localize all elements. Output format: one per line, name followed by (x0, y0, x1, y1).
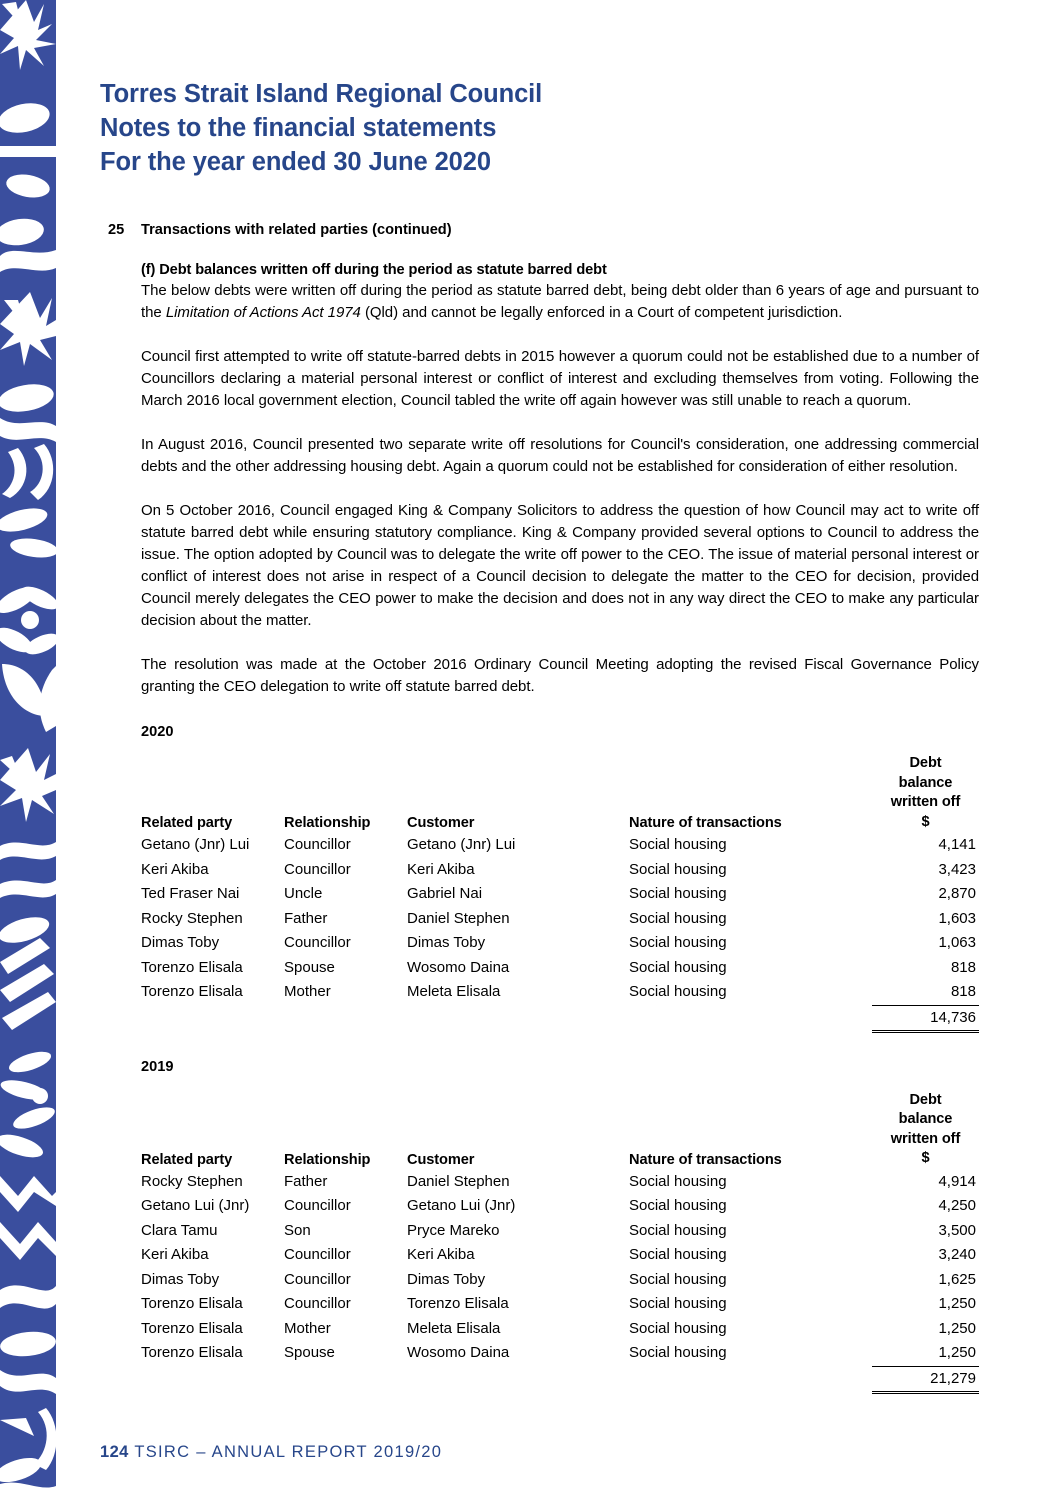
note-heading (108, 222, 980, 238)
cell-nature: Social housing (629, 836, 727, 854)
cell-customer: Keri Akiba (407, 860, 475, 878)
cell-customer: Torenzo Elisala (407, 1295, 509, 1313)
cell-relationship: Councillor (284, 1295, 351, 1313)
column-header-amount-line-2: balance (898, 774, 953, 791)
cell-nature: Social housing (629, 934, 727, 952)
cell-amount: 1,250 (938, 1344, 976, 1362)
cell-nature: Social housing (629, 1344, 727, 1362)
cell-amount: 1,250 (938, 1295, 976, 1313)
total-amount-2019: 21,279 (872, 1366, 979, 1393)
cell-nature: Social housing (629, 958, 727, 976)
table-body-2019 (141, 1170, 979, 1393)
cell-related-party: Keri Akiba (141, 1246, 209, 1264)
cell-customer: Dimas Toby (407, 1270, 486, 1288)
cell-related-party: Ted Fraser Nai (141, 885, 240, 903)
cell-relationship: Mother (284, 983, 331, 1001)
table-row (141, 907, 979, 932)
page-title-line-2: Notes to the financial statements (100, 113, 497, 142)
cell-related-party: Torenzo Elisala (141, 983, 243, 1001)
cell-related-party: Clara Tamu (141, 1221, 218, 1239)
cell-amount: 1,250 (938, 1319, 976, 1337)
table-total-row (141, 1005, 979, 1032)
subsection-heading: (f) Debt balances written off during the period as statute barred debt (141, 261, 607, 278)
cell-customer: Daniel Stephen (407, 909, 510, 927)
cell-relationship: Councillor (284, 1246, 351, 1264)
page-title-line-1: Torres Strait Island Regional Council (100, 80, 543, 108)
table-header-row (141, 754, 979, 833)
cell-amount: 1,603 (938, 909, 976, 927)
column-header-relationship: Relationship (284, 815, 371, 832)
page-title-line-3: For the year ended 30 June 2020 (100, 147, 491, 176)
cell-amount: 4,141 (938, 836, 976, 854)
column-header-amount-line-3: written off (890, 1130, 961, 1147)
total-spacer (407, 1366, 629, 1393)
cell-amount: 3,423 (938, 860, 976, 878)
column-header-amount-line-1: Debt (909, 1092, 942, 1109)
table-row (141, 1292, 979, 1317)
cell-nature: Social housing (629, 860, 727, 878)
cell-nature: Social housing (629, 909, 727, 927)
column-header-relationship: Relationship (284, 1151, 371, 1168)
cell-related-party: Torenzo Elisala (141, 1319, 243, 1337)
cell-amount: 4,250 (938, 1197, 976, 1215)
total-spacer (629, 1005, 872, 1032)
cell-amount: 1,063 (938, 934, 976, 952)
paragraph-1 (141, 280, 979, 324)
cell-related-party: Dimas Toby (141, 1270, 220, 1288)
cell-customer: Getano Lui (Jnr) (407, 1197, 516, 1215)
page-content (100, 0, 980, 1394)
cell-nature: Social housing (629, 1295, 727, 1313)
year-label-2019: 2019 (141, 1059, 174, 1076)
table-body-2020 (141, 833, 979, 1032)
table-row (141, 882, 979, 907)
cell-customer: Pryce Mareko (407, 1221, 500, 1239)
cell-customer: Dimas Toby (407, 934, 486, 952)
cell-relationship: Uncle (284, 885, 323, 903)
column-header-customer: Customer (407, 815, 475, 832)
column-header-amount-line-3: written off (890, 794, 961, 811)
note-number: 25 (108, 221, 125, 238)
cell-customer: Gabriel Nai (407, 885, 483, 903)
cell-amount: 3,500 (938, 1221, 976, 1239)
column-header-nature: Nature of transactions (629, 815, 782, 832)
paragraph-2: Council first attempted to write off statute-barred debts in 2015 however a quorum could not be established due to a number of Councillors declaring a material personal interest or conflict of interest and excluding themselves from voting. Following the March 2016 local government election, Council tabled the write off again however was still unable to reach a quorum. (141, 347, 979, 409)
cell-customer: Daniel Stephen (407, 1172, 510, 1190)
cell-nature: Social housing (629, 1221, 727, 1239)
cell-relationship: Councillor (284, 836, 351, 854)
paragraph-1-part-b: (Qld) and cannot be legally enforced in a Court of competent jurisdiction. (360, 303, 843, 321)
write-off-table-2020 (141, 754, 979, 1033)
cell-customer: Meleta Elisala (407, 1319, 501, 1337)
table-total-row (141, 1366, 979, 1393)
cell-relationship: Spouse (284, 958, 335, 976)
cell-relationship: Councillor (284, 1197, 351, 1215)
cell-related-party: Rocky Stephen (141, 1172, 243, 1190)
cell-nature: Social housing (629, 983, 727, 1001)
column-header-related-party: Related party (141, 1151, 233, 1168)
total-amount-2020: 14,736 (872, 1005, 979, 1032)
paragraph-4: On 5 October 2016, Council engaged King & Company Solicitors to address the question of how Council may act to write off statute barred debt while ensuring statutory compliance. King & Company provided several options to Council to address the issue. The option adopted by Council was to delegate the write off power to the CEO. The issue of material personal interest or conflict of interest does not arise in respect of a Council decision to delegate the matter to the CEO for decision, provided Council merely delegates the CEO power to make the decision and does not in any way direct the CEO to make any particular decision about the matter. (141, 502, 979, 630)
table-row (141, 1170, 979, 1195)
cell-nature: Social housing (629, 1270, 727, 1288)
cell-relationship: Councillor (284, 860, 351, 878)
cell-related-party: Getano (Jnr) Lui (141, 836, 250, 854)
table-row (141, 1341, 979, 1366)
cell-amount: 1,625 (938, 1270, 976, 1288)
cell-related-party: Keri Akiba (141, 860, 209, 878)
cell-relationship: Son (284, 1221, 311, 1239)
column-header-amount-line-4: $ (921, 1150, 930, 1167)
table-row (141, 980, 979, 1005)
paragraph-3: In August 2016, Council presented two separate write off resolutions for Council's consideration, one addressing commercial debts and the other addressing housing debt. Again a quorum could not be established for consideration of either resolution. (141, 435, 979, 475)
column-header-nature: Nature of transactions (629, 1151, 782, 1168)
table-row (141, 1317, 979, 1342)
table-row (141, 858, 979, 883)
cell-relationship: Father (284, 909, 328, 927)
column-header-amount (872, 1091, 979, 1170)
cell-relationship: Councillor (284, 1270, 351, 1288)
column-header-amount-line-2: balance (898, 1111, 953, 1128)
table-row (141, 1243, 979, 1268)
footer-page-number: 124 (100, 1443, 129, 1461)
page-title (100, 78, 980, 180)
total-spacer (141, 1366, 284, 1393)
year-label-2020: 2020 (141, 724, 174, 741)
note-title: Transactions with related parties (continued) (141, 221, 452, 238)
cell-relationship: Spouse (284, 1344, 335, 1362)
cell-relationship: Father (284, 1172, 328, 1190)
column-header-amount-line-1: Debt (909, 755, 942, 772)
total-spacer (141, 1005, 284, 1032)
table-row (141, 1219, 979, 1244)
total-spacer (407, 1005, 629, 1032)
table-row (141, 956, 979, 981)
cell-amount: 4,914 (938, 1172, 976, 1190)
cell-amount: 818 (950, 983, 976, 1001)
cell-customer: Meleta Elisala (407, 983, 501, 1001)
act-citation: Limitation of Actions Act 1974 (165, 303, 361, 321)
table-row (141, 931, 979, 956)
cell-related-party: Torenzo Elisala (141, 958, 243, 976)
paragraph-1-part-a: The below debts were written off during the period as statute barred debt, being debt older than 6 years of age and pursuant to the (141, 281, 979, 321)
cell-nature: Social housing (629, 1246, 727, 1264)
total-spacer (284, 1005, 407, 1032)
table-row (141, 1194, 979, 1219)
column-header-amount (872, 754, 979, 833)
cell-related-party: Dimas Toby (141, 934, 220, 952)
cell-customer: Getano (Jnr) Lui (407, 836, 516, 854)
cell-amount: 2,870 (938, 885, 976, 903)
cell-customer: Wosomo Daina (407, 1344, 510, 1362)
cell-nature: Social housing (629, 1319, 727, 1337)
column-header-amount-line-4: $ (921, 813, 930, 830)
cell-nature: Social housing (629, 1197, 727, 1215)
total-spacer (629, 1366, 872, 1393)
cell-relationship: Mother (284, 1319, 331, 1337)
cell-amount: 818 (950, 958, 976, 976)
footer-text: TSIRC – ANNUAL REPORT 2019/20 (134, 1443, 443, 1461)
decorative-border-pattern (0, 0, 62, 1497)
cell-related-party: Torenzo Elisala (141, 1344, 243, 1362)
cell-amount: 3,240 (938, 1246, 976, 1264)
column-header-related-party: Related party (141, 815, 233, 832)
cell-related-party: Torenzo Elisala (141, 1295, 243, 1313)
cell-nature: Social housing (629, 1172, 727, 1190)
cell-related-party: Getano Lui (Jnr) (141, 1197, 250, 1215)
cell-customer: Keri Akiba (407, 1246, 475, 1264)
table-row (141, 833, 979, 858)
page-footer (100, 1443, 442, 1462)
paragraph-5: The resolution was made at the October 2016 Ordinary Council Meeting adopting the revised Fiscal Governance Policy granting the CEO delegation to write off statute barred debt. (141, 656, 979, 696)
cell-customer: Wosomo Daina (407, 958, 510, 976)
cell-nature: Social housing (629, 885, 727, 903)
table-row (141, 1268, 979, 1293)
write-off-table-2019 (141, 1091, 979, 1394)
column-header-customer: Customer (407, 1151, 475, 1168)
cell-relationship: Councillor (284, 934, 351, 952)
note-body (141, 262, 979, 1394)
table-header-row (141, 1091, 979, 1170)
cell-related-party: Rocky Stephen (141, 909, 243, 927)
total-spacer (284, 1366, 407, 1393)
